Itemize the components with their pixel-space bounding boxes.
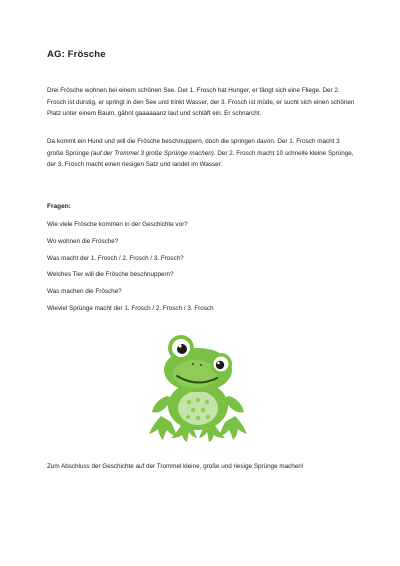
story-paragraph-1: Drei Frösche wohnen bei einem schönen See. Der 1. Frosch hat Hunger, er fängt sich eine Fliege. Der 2. Frosch ist durstig, er springt in den See und trinkt Wasser, der 3. Frosch ist müde, er sucht sich einen schönen Platz unter einem Baum, gähnt gaaaaaanz laut und schläft ein. Er schnarcht. [47,87,355,118]
frog-illustration [147,334,249,442]
questions-heading: Fragen: [47,203,71,210]
story-paragraph-2-emphasis: (auf der Trommel 3 große Sprünge machen). [90,149,216,157]
question-item: Welches Tier will die Frösche beschnuppern? [47,271,174,278]
story-paragraph-2-text-a: Da kommt ein Hund und will die Frösche beschnuppern, doch die springen davon. Der 1. Frosch macht 3 große Sprünge [47,138,340,157]
question-item: Wo wohnen die Frösche? [47,238,119,245]
question-item: Was machen die Frösche? [47,288,122,295]
closing-instruction: Zum Abschluss der Geschichte auf der Trommel kleine, große und riesige Sprünge machen! [47,463,304,470]
question-item: Was macht der 1. Frosch / 2. Frosch / 3. Frosch? [47,255,184,262]
story-paragraph-2 [47,136,357,171]
page-title: AG: Frösche [47,49,106,60]
question-item: Wieviel Sprünge macht der 1. Frosch / 2. Frosch / 3. Frosch [47,305,214,312]
story-paragraph-2-text-b: Der 2. Frosch macht 10 schnelle kleine Sprünge, der 3. Frosch macht einen riesigen Satz und landet im Wasser. [47,149,354,169]
question-item: Wie viele Frösche kommen in der Geschichte vor? [47,221,188,228]
